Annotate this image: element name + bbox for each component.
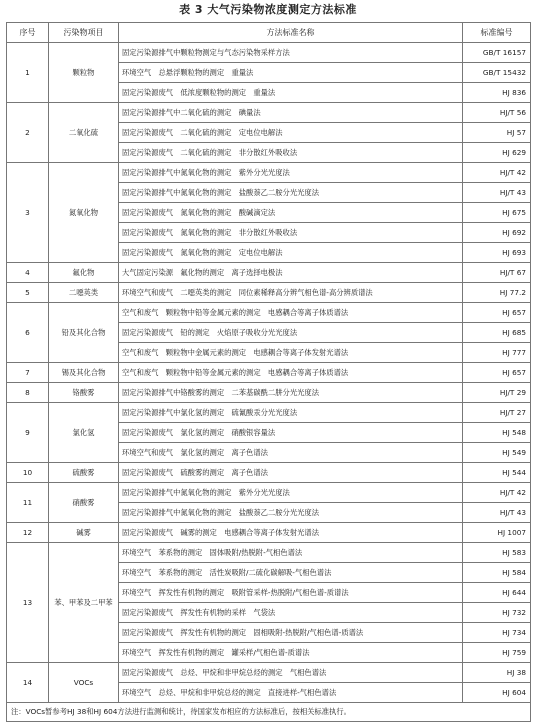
table-row — [7, 483, 531, 503]
cell-code: HJ 549 — [463, 443, 531, 463]
cell-pollutant: 颗粒物 — [49, 43, 119, 103]
cell-code: HJ 584 — [463, 563, 531, 583]
note-row — [7, 703, 531, 722]
cell-code: HJ 38 — [463, 663, 531, 683]
cell-code: HJ 836 — [463, 83, 531, 103]
table-row — [7, 263, 531, 283]
table-row — [7, 43, 531, 63]
cell-method: 固定污染源废气 挥发性有机物的测定 固相吸附-热脱附/气相色谱-质谱法 — [119, 623, 463, 643]
cell-code: HJ 583 — [463, 543, 531, 563]
table-row — [7, 463, 531, 483]
cell-method: 环境空气 总悬浮颗粒物的测定 重量法 — [119, 63, 463, 83]
cell-code: HJ 693 — [463, 243, 531, 263]
cell-method: 空气和废气 颗粒物中铅等金属元素的测定 电感耦合等离子体质谱法 — [119, 303, 463, 323]
cell-code: HJ 675 — [463, 203, 531, 223]
cell-pollutant: 二氧化硫 — [49, 103, 119, 163]
cell-method: 空气和废气 颗粒物中金属元素的测定 电感耦合等离子体发射光谱法 — [119, 343, 463, 363]
cell-method: 固定污染源废气 硫酸雾的测定 离子色谱法 — [119, 463, 463, 483]
cell-no: 14 — [7, 663, 49, 703]
cell-method: 固定污染源废气 二氧化硫的测定 定电位电解法 — [119, 123, 463, 143]
cell-method: 环境空气 苯系物的测定 活性炭吸附/二硫化碳解吸-气相色谱法 — [119, 563, 463, 583]
cell-code: HJ 657 — [463, 303, 531, 323]
table-row — [7, 363, 531, 383]
table-row — [7, 303, 531, 323]
cell-code: HJ/T 43 — [463, 503, 531, 523]
table-row — [7, 103, 531, 123]
table-row — [7, 523, 531, 543]
cell-no: 6 — [7, 303, 49, 363]
cell-no: 9 — [7, 403, 49, 463]
cell-method: 固定污染源排气中氮氧化物的测定 紫外分光光度法 — [119, 163, 463, 183]
cell-code: HJ 1007 — [463, 523, 531, 543]
cell-method: 固定污染源废气 二氧化硫的测定 非分散红外吸收法 — [119, 143, 463, 163]
cell-pollutant: 苯、甲苯及二甲苯 — [49, 543, 119, 663]
cell-code: HJ 777 — [463, 343, 531, 363]
cell-method: 环境空气和废气 氯化氢的测定 离子色谱法 — [119, 443, 463, 463]
cell-code: HJ 604 — [463, 683, 531, 703]
cell-code: GB/T 16157 — [463, 43, 531, 63]
cell-method: 固定污染源废气 氮氧化物的测定 非分散红外吸收法 — [119, 223, 463, 243]
cell-method: 空气和废气 颗粒物中铅等金属元素的测定 电感耦合等离子体质谱法 — [119, 363, 463, 383]
cell-method: 固定污染源废气 挥发性有机物的采样 气袋法 — [119, 603, 463, 623]
cell-pollutant: 铅及其化合物 — [49, 303, 119, 363]
cell-code: HJ/T 43 — [463, 183, 531, 203]
cell-code: HJ/T 56 — [463, 103, 531, 123]
cell-code: GB/T 15432 — [463, 63, 531, 83]
cell-code: HJ 685 — [463, 323, 531, 343]
table-body — [7, 43, 531, 722]
cell-code: HJ 732 — [463, 603, 531, 623]
cell-method: 环境空气 苯系物的测定 固体吸附/热脱附-气相色谱法 — [119, 543, 463, 563]
cell-code: HJ/T 27 — [463, 403, 531, 423]
cell-method: 固定污染源废气 氮氧化物的测定 酸碱滴定法 — [119, 203, 463, 223]
cell-method: 固定污染源废气 氮氧化物的测定 定电位电解法 — [119, 243, 463, 263]
cell-no: 4 — [7, 263, 49, 283]
cell-method: 固定污染源排气中颗粒物测定与气态污染物采样方法 — [119, 43, 463, 63]
cell-code: HJ 629 — [463, 143, 531, 163]
cell-no: 1 — [7, 43, 49, 103]
cell-pollutant: 碱雾 — [49, 523, 119, 543]
cell-code: HJ 77.2 — [463, 283, 531, 303]
cell-method: 环境空气 总烃、甲烷和非甲烷总烃的测定 直接进样-气相色谱法 — [119, 683, 463, 703]
header-code: 标准编号 — [463, 23, 531, 43]
table-row — [7, 163, 531, 183]
table-row — [7, 383, 531, 403]
cell-code: HJ 657 — [463, 363, 531, 383]
cell-code: HJ 548 — [463, 423, 531, 443]
cell-code: HJ 692 — [463, 223, 531, 243]
cell-no: 5 — [7, 283, 49, 303]
cell-no: 12 — [7, 523, 49, 543]
cell-method: 大气固定污染源 氟化物的测定 离子选择电极法 — [119, 263, 463, 283]
cell-pollutant: 硫酸雾 — [49, 463, 119, 483]
cell-method: 固定污染源废气 低浓度颗粒物的测定 重量法 — [119, 83, 463, 103]
header-method: 方法标准名称 — [119, 23, 463, 43]
cell-pollutant: 二噁英类 — [49, 283, 119, 303]
cell-method: 固定污染源排气中氮氧化物的测定 紫外分光光度法 — [119, 483, 463, 503]
cell-pollutant: 氯化氢 — [49, 403, 119, 463]
cell-method: 固定污染源废气 碱雾的测定 电感耦合等离子体发射光谱法 — [119, 523, 463, 543]
header-pollutant: 污染物项目 — [49, 23, 119, 43]
cell-method: 环境空气 挥发性有机物的测定 吸附管采样-热脱附/气相色谱-质谱法 — [119, 583, 463, 603]
cell-method: 固定污染源排气中氯化氢的测定 硫氰酸汞分光光度法 — [119, 403, 463, 423]
cell-method: 固定污染源排气中氮氧化物的测定 盐酸萘乙二胺分光光度法 — [119, 183, 463, 203]
cell-method: 固定污染源废气 铅的测定 火焰原子吸收分光光度法 — [119, 323, 463, 343]
cell-method: 环境空气 挥发性有机物的测定 罐采样/气相色谱-质谱法 — [119, 643, 463, 663]
table-title: 表 3 大气污染物浓度测定方法标准 — [179, 3, 357, 16]
table-note: 注：VOCs暂参考HJ 38和HJ 604方法进行监测和统计，待国家发布相应的方法标准后，按相关标准执行。 — [7, 703, 531, 722]
cell-code: HJ 759 — [463, 643, 531, 663]
cell-code: HJ/T 42 — [463, 483, 531, 503]
cell-pollutant: 硝酸雾 — [49, 483, 119, 523]
cell-method: 固定污染源排气中氮氧化物的测定 盐酸萘乙二胺分光光度法 — [119, 503, 463, 523]
cell-no: 7 — [7, 363, 49, 383]
cell-code: HJ 57 — [463, 123, 531, 143]
cell-code: HJ 734 — [463, 623, 531, 643]
cell-code: HJ 644 — [463, 583, 531, 603]
cell-no: 8 — [7, 383, 49, 403]
cell-code: HJ 544 — [463, 463, 531, 483]
table-row — [7, 403, 531, 423]
cell-pollutant: 氮氧化物 — [49, 163, 119, 263]
cell-no: 10 — [7, 463, 49, 483]
cell-no: 2 — [7, 103, 49, 163]
cell-method: 环境空气和废气 二噁英类的测定 同位素稀释高分辨气相色谱-高分辨质谱法 — [119, 283, 463, 303]
cell-pollutant: 锡及其化合物 — [49, 363, 119, 383]
cell-no: 13 — [7, 543, 49, 663]
cell-no: 3 — [7, 163, 49, 263]
header-row — [7, 23, 531, 43]
standards-table — [6, 22, 531, 722]
cell-no: 11 — [7, 483, 49, 523]
header-no: 序号 — [7, 23, 49, 43]
table-row — [7, 663, 531, 683]
cell-pollutant: VOCs — [49, 663, 119, 703]
table-row — [7, 543, 531, 563]
cell-pollutant: 氟化物 — [49, 263, 119, 283]
cell-method: 固定污染源废气 总烃、甲烷和非甲烷总烃的测定 气相色谱法 — [119, 663, 463, 683]
cell-method: 固定污染源排气中二氧化硫的测定 碘量法 — [119, 103, 463, 123]
cell-method: 固定污染源废气 氯化氢的测定 硝酸银容量法 — [119, 423, 463, 443]
table-row — [7, 283, 531, 303]
cell-code: HJ/T 29 — [463, 383, 531, 403]
cell-method: 固定污染源排气中铬酸雾的测定 二苯基碳酰二肼分光光度法 — [119, 383, 463, 403]
cell-code: HJ/T 67 — [463, 263, 531, 283]
cell-code: HJ/T 42 — [463, 163, 531, 183]
cell-pollutant: 铬酸雾 — [49, 383, 119, 403]
